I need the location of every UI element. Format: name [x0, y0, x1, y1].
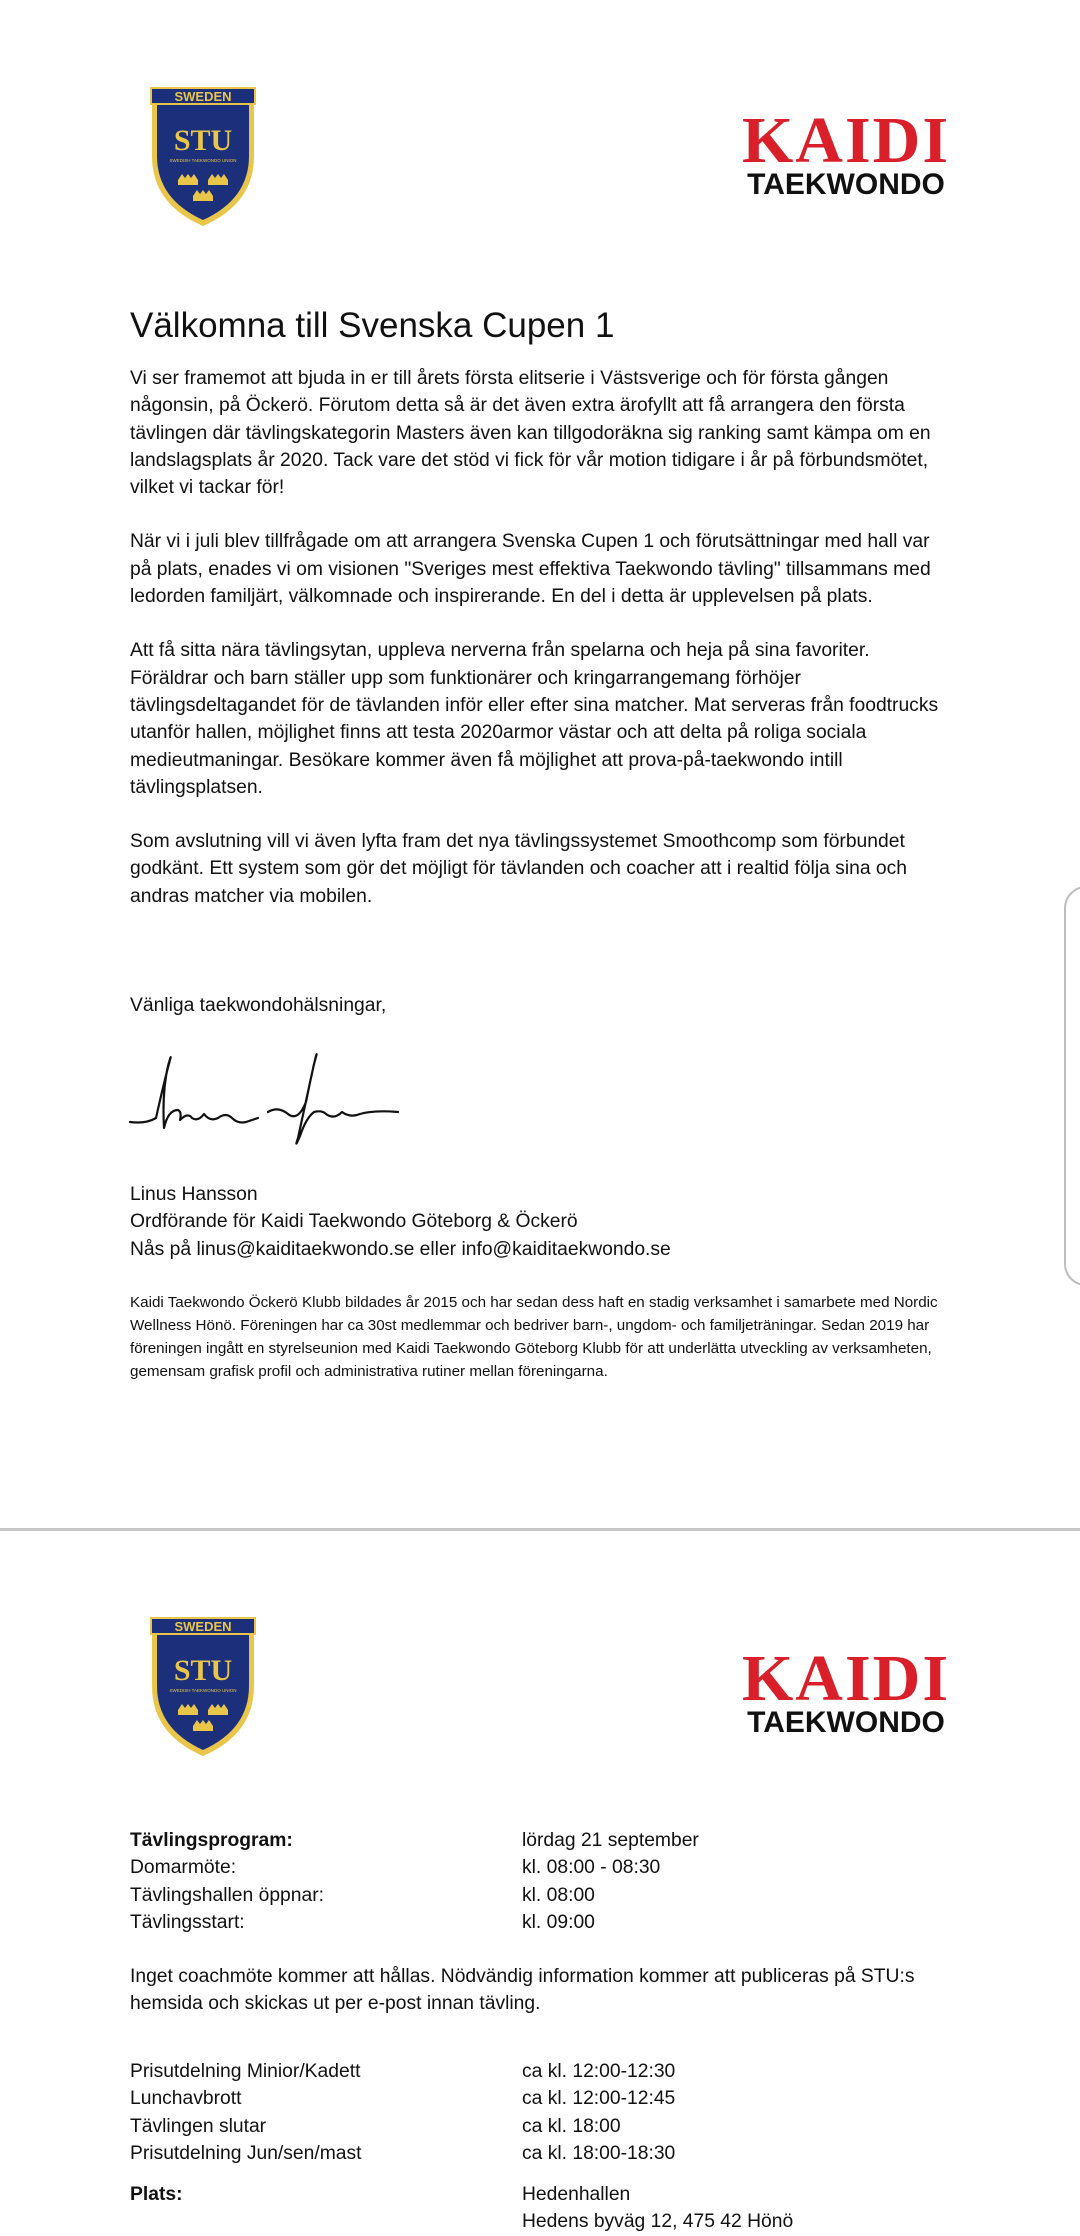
stu-logo-sub: SWEDISH TAEKWONDO UNION — [169, 158, 237, 163]
signature — [128, 1052, 400, 1152]
event-row — [130, 2085, 950, 2112]
signer-contact: Nås på linus@kaiditaekwondo.se eller info@kaiditaekwondo.se — [130, 1238, 671, 1260]
letter-paragraph-3: Att få sitta nära tävlingsytan, uppleva nerverna från spelarna och heja på sina favoriter. Föräldrar och barn ställer upp som funktionärer och kringarrangemang förhöjer tävlingsdeltagandet för de tävlanden inför eller efter sina matcher. Mat serveras från foodtrucks utanför hallen, möjlighet finns att testa 2020armor västar och att delta på roliga sociala medieutmaningar. Besökare kommer även få möjlighet att prova-på-taekwondo intill tävlingsplatsen. — [130, 640, 939, 798]
event-row — [130, 2140, 950, 2167]
schedule-value: kl. 08:00 — [522, 1884, 595, 1906]
event-time: ca kl. 12:00-12:45 — [522, 2088, 676, 2110]
schedule-value: lördag 21 september — [522, 1830, 699, 1851]
club-footer-text: Kaidi Taekwondo Öckerö Klubb bildades år 2015 och har sedan dess haft en stadig verksamhet i samarbete med Nordic Wellness Hönö. Föreningen har ca 30st medlemmar och bedriver barn-, ungdom- och familjeträningar. Sedan 2019 har föreningen ingått en styrelseunion med Kaidi Taekwondo Göteborg Klubb för att underlätta utveckling av verksamheten, gemensam grafisk profil och administrativa rutiner mellan föreningarna. — [130, 1294, 938, 1380]
letter-paragraph-1: Vi ser framemot att bjuda in er till årets första elitserie i Västsverige och för första gången någonsin, på Öckerö. Förutom detta så är det även extra ärofyllt att få arrangera den första tävlingen där tävlingskategorin Masters även kan tillgodoräkna sig ranking samt kämpa om en landslagsplats år 2020. Tack vare det stöd vi fick för vår motion tidigare i år på förbundsmötet, vilket vi tackar för! — [130, 368, 931, 499]
letter-title: Välkomna till Svenska Cupen 1 — [130, 306, 615, 345]
signer-title: Ordförande för Kaidi Taekwondo Göteborg & Öckerö — [130, 1211, 578, 1233]
page-divider — [0, 1528, 1080, 1531]
event-time: ca kl. 18:00-18:30 — [522, 2142, 676, 2164]
place-label: Plats: — [130, 2184, 183, 2205]
event-label: Prisutdelning Minior/Kadett — [130, 2061, 361, 2082]
kaidi-logo-top: KAIDI — [741, 1642, 951, 1715]
stu-logo — [148, 1616, 258, 1758]
kaidi-logo-bottom: TAEKWONDO — [747, 168, 945, 196]
event-label: Prisutdelning Jun/sen/mast — [130, 2142, 362, 2164]
schedule-row — [130, 1854, 950, 1881]
event-label: Tävlingen slutar — [130, 2115, 267, 2137]
signer-name: Linus Hansson — [130, 1184, 258, 1205]
stu-logo-mark: STU — [173, 1654, 233, 1687]
kaidi-logo-top: KAIDI — [741, 104, 951, 177]
signer-block — [130, 1181, 950, 1263]
event-row — [130, 2058, 950, 2085]
kaidi-logo-bottom: TAEKWONDO — [747, 1706, 945, 1734]
schedule-table — [130, 1827, 950, 1936]
schedule-label: Tävlingshallen öppnar: — [130, 1884, 325, 1906]
event-time: ca kl. 12:00-12:30 — [522, 2061, 676, 2082]
schedule-row — [130, 1827, 950, 1854]
stu-logo-mark: STU — [173, 124, 233, 157]
letter-paragraph-2: När vi i juli blev tillfrågade om att arrangera Svenska Cupen 1 och förutsättningar med hall var på plats, enades vi om visionen "Sveriges mest effektiva Taekwondo tävling" tillsammans med ledorden familjärt, välkomnade och inspirerande. En del i detta är upplevelsen på plats. — [130, 531, 931, 608]
kaidi-logo — [736, 1642, 956, 1734]
place-row — [130, 2181, 950, 2208]
place-address: Hedens byväg 12, 475 42 Hönö — [522, 2211, 794, 2233]
schedule-value: kl. 09:00 — [522, 1911, 595, 1933]
schedule-value: kl. 08:00 - 08:30 — [522, 1857, 661, 1879]
stu-logo-top: SWEDEN — [174, 1619, 232, 1634]
events-table — [130, 2058, 950, 2167]
schedule-row — [130, 1909, 950, 1936]
stu-logo — [148, 86, 258, 228]
schedule-row — [130, 1882, 950, 1909]
place-table — [130, 2181, 950, 2236]
kaidi-logo — [736, 104, 956, 196]
stu-logo-sub: SWEDISH TAEKWONDO UNION — [169, 1688, 237, 1693]
letter-body — [130, 365, 950, 937]
place-value: Hedenhallen — [522, 2184, 631, 2205]
event-label: Lunchavbrott — [130, 2088, 242, 2110]
event-time: ca kl. 18:00 — [522, 2115, 621, 2137]
coach-meeting-note: Inget coachmöte kommer att hållas. Nödvändig information kommer att publiceras på STU:s hemsida och skickas ut per e-post innan tävling. — [130, 1966, 915, 2015]
schedule-label: Domarmöte: — [130, 1857, 237, 1879]
event-row — [130, 2113, 950, 2140]
letter-paragraph-4: Som avslutning vill vi även lyfta fram det nya tävlingssystemet Smoothcomp som förbundet godkänt. Ett system som gör det möjligt för tävlanden och coacher att i realtid följa sina och andras matcher via mobilen. — [130, 831, 908, 907]
side-panel-handle[interactable] — [1064, 886, 1080, 1286]
greeting: Vänliga taekwondohälsningar, — [130, 995, 387, 1016]
schedule-label: Tävlingsprogram: — [130, 1830, 293, 1851]
stu-logo-top: SWEDEN — [174, 89, 232, 104]
schedule-label: Tävlingsstart: — [130, 1911, 245, 1933]
address-row — [130, 2208, 950, 2235]
program-page — [0, 1532, 1080, 2232]
